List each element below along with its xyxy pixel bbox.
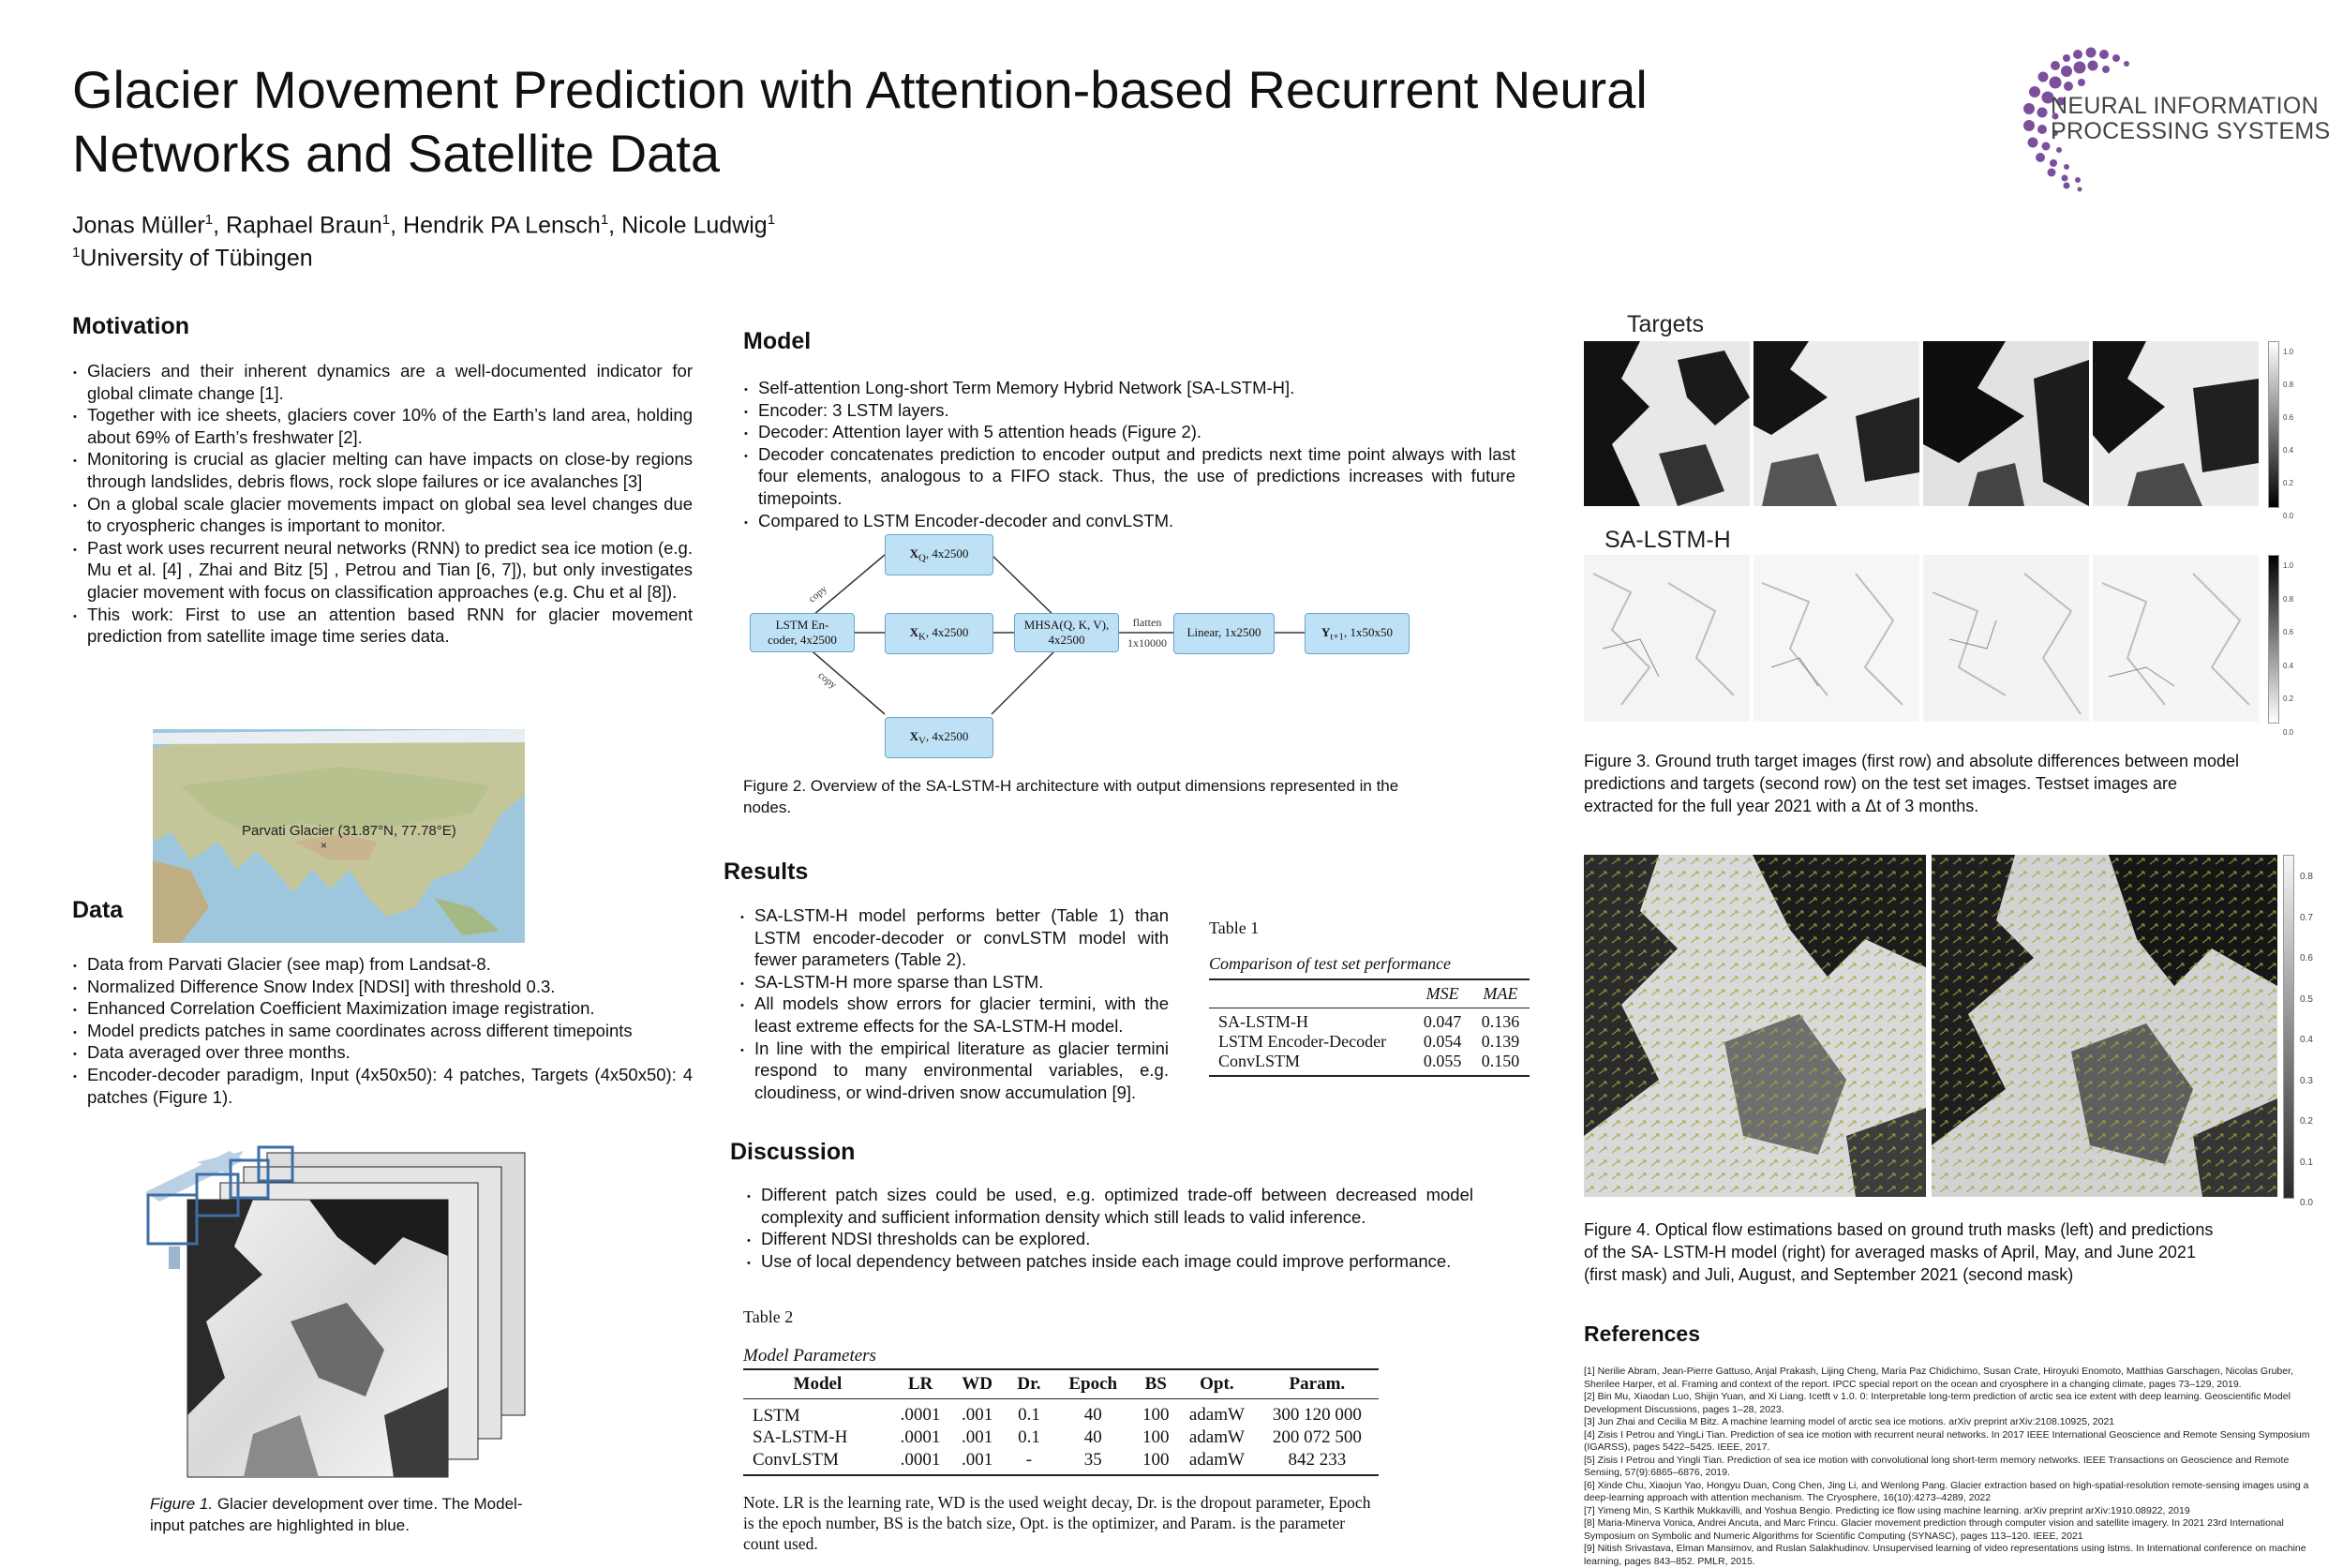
reference-item: [3] Jun Zhai and Cecilia M Bitz. A machine learning model of arctic sea ice motions. arXiv preprint arXiv:2108.10925, 2021: [1584, 1416, 2115, 1427]
table-cell: 100: [1142, 1405, 1170, 1425]
table-cell: -: [1025, 1450, 1033, 1470]
affiliation-mark: 1: [72, 245, 81, 261]
target-images-graphic: [1584, 341, 2277, 506]
table-cell: 0.055: [1423, 1052, 1462, 1070]
table-cell: 0.150: [1481, 1052, 1520, 1070]
edge-label: flatten: [1132, 616, 1162, 629]
figure-2-caption: Figure 2. Overview of the SA-LSTM-H architecture with output dimensions represented in the nodes.: [743, 777, 1399, 816]
table-1-label: Table 1: [1209, 918, 1260, 937]
table-cell: 0.1: [1018, 1427, 1040, 1447]
node-symbol: X: [909, 625, 919, 639]
table-cell: ConvLSTM: [1218, 1052, 1301, 1070]
output-node: [1305, 613, 1410, 654]
table-cell: adamW: [1188, 1450, 1245, 1470]
node-subscript: t+1: [1330, 631, 1344, 643]
figure-label: Figure 1.: [150, 1495, 214, 1513]
list-item: • Use of local dependency between patches inside each image could improve performance.: [761, 1250, 1473, 1273]
colorbar-tick: 0.2: [2300, 1116, 2313, 1127]
table-header: Model: [793, 1374, 843, 1394]
node-label: , 1x50x50: [1343, 625, 1393, 639]
logo-line: NEURAL INFORMATION: [2051, 93, 2319, 119]
author-name: Hendrik PA Lensch: [403, 212, 601, 239]
list-item: • In line with the empirical literature as glacier termini respond to many environmental variables, e.g. cloudiness, or wind-driven snow accumulation [9].: [754, 1038, 1169, 1104]
list-item: • SA-LSTM-H more sparse than LSTM.: [754, 971, 1169, 993]
discussion-list: [746, 1184, 1473, 1272]
table-2: [743, 1368, 1379, 1476]
architecture-diagram: [750, 534, 1415, 764]
table-cell: .001: [961, 1450, 993, 1470]
list-item: • All models show errors for glacier termini, with the least extreme effects for the SA-LSTM-H model.: [754, 993, 1169, 1037]
author-list: Jonas Müller$^1$, Raphael Braun$^1$, Hendrik PA Lensch$^1$, Nicole Ludwig$^1$: [72, 212, 776, 239]
affiliation-mark: 1: [204, 212, 214, 228]
xq-node: [885, 534, 993, 575]
xv-node: [885, 717, 993, 758]
colorbar-tick: 0.0: [2283, 512, 2294, 520]
list-item: • Glaciers and their inherent dynamics are a well-documented indicator for global climate change [1].: [87, 360, 693, 404]
flow-colorbar-ticks: [2300, 857, 2313, 1224]
node-label: , 4x2500: [925, 546, 969, 560]
list-item: • Different NDSI thresholds can be explored.: [761, 1228, 1473, 1250]
table-row: [743, 1449, 1379, 1475]
table-header: WD: [962, 1374, 992, 1394]
model-heading: Model: [743, 328, 812, 354]
affiliation-mark: 1: [600, 212, 609, 228]
table-cell: SA-LSTM-H: [753, 1427, 848, 1447]
references-heading: References: [1584, 1322, 1701, 1346]
xk-node: [885, 613, 993, 654]
table-header: Dr.: [1017, 1374, 1041, 1394]
table-2-title: Model Parameters: [743, 1346, 876, 1366]
table-cell: SA-LSTM-H: [1218, 1012, 1309, 1031]
results-heading: Results: [724, 859, 809, 885]
table-cell: 100: [1142, 1427, 1170, 1447]
author-name: Nicole Ludwig: [621, 212, 768, 239]
colorbar-tick: 0.8: [2300, 872, 2313, 882]
table-cell: .001: [961, 1427, 993, 1447]
error-colorbar: [2268, 555, 2279, 724]
figure-3-caption: Figure 3. Ground truth target images (first row) and absolute differences between model predictions and targets (second row) on the test set images. Testset images are extracted for the full year 2021 with a Δt of 3 months.: [1584, 752, 2240, 815]
error-images-graphic: [1584, 555, 2277, 722]
colorbar-tick: 1.0: [2283, 348, 2294, 356]
motivation-list: [72, 360, 693, 648]
affiliation-mark: 1: [767, 212, 776, 228]
prediction-label: SA-LSTM-H: [1604, 527, 1731, 553]
discussion-heading: Discussion: [730, 1139, 856, 1165]
colorbar-tick: 0.7: [2300, 912, 2313, 923]
figure-1-caption: [150, 1493, 525, 1536]
linear-node: Linear, 1x2500: [1173, 613, 1275, 654]
table-cell: .0001: [900, 1427, 941, 1447]
table-header: [1209, 979, 1413, 1008]
list-item: • Compared to LSTM Encoder-decoder and convLSTM.: [758, 510, 1515, 532]
node-label: MHSA(Q, K, V),: [1023, 618, 1110, 632]
node-subscript: Q: [918, 552, 926, 564]
reference-item: [6] Xinde Chu, Xiaojun Yao, Hongyu Duan, Cong Chen, Jing Li, and Wenlong Pang. Glacier extraction based on high-spatial-resolution remote-sensing images using a deep-learning approach with attention mechanism. The Cryosphere, 16(10):4273–4289, 2022: [1584, 1479, 2309, 1503]
affiliation-name: University of Tübingen: [80, 245, 313, 272]
table-cell: 0.054: [1423, 1032, 1462, 1051]
list-item: • Decoder concatenates prediction to encoder output and predicts next time point always with last four elements, analogous to a FIFO stack. Thus, the use of predictions increases with future timepoints.: [758, 443, 1515, 510]
lstm-encoder-node: [750, 613, 855, 652]
reference-item: [8] Maria-Minerva Vonica, Andrei Ancuta, and Marc Frincu. Glacier movement prediction through computer vision and satellite imagery. In 2021 23rd International Symposium on Symbolic and Numeric Algorithms for Scientific Computing (SYNASC), pages 113–120. IEEE, 2021: [1584, 1517, 2284, 1542]
colorbar-tick: 0.6: [2283, 413, 2294, 422]
colorbar-tick: 0.3: [2300, 1075, 2313, 1086]
list-item: • Data averaged over three months.: [87, 1041, 693, 1064]
colorbar-tick: 1.0: [2283, 561, 2294, 570]
colorbar-tick: 0.6: [2283, 628, 2294, 636]
table-cell: LSTM Encoder-Decoder: [1218, 1032, 1387, 1051]
node-symbol: Y: [1321, 625, 1331, 639]
node-label: , 4x2500: [925, 625, 969, 639]
prediction-error-row: [1584, 555, 2277, 722]
edge-label: 1x10000: [1127, 636, 1167, 650]
table-row: [1209, 1008, 1530, 1033]
list-item: • Different patch sizes could be used, e.g. optimized trade-off between decreased model complexity and sufficient information density which still leads to valid inference.: [761, 1184, 1473, 1228]
table-cell: 40: [1083, 1427, 1102, 1447]
node-symbol: X: [909, 546, 919, 560]
caption-text: Glacier development over time. The Model-input patches are highlighted in blue.: [150, 1495, 523, 1534]
list-item: • Self-attention Long-short Term Memory Hybrid Network [SA-LSTM-H].: [758, 377, 1515, 399]
reference-item: [2] Bin Mu, Xiaodan Luo, Shijin Yuan, and Xi Liang. Icetft v 1.0. 0: Interpretable long-term prediction of arctic sea ice extent with deep learning. Geoscientific Model Development Discussions, pages 1–28, 2023.: [1584, 1391, 2291, 1415]
table-cell: LSTM: [753, 1405, 800, 1426]
mhsa-node: [1014, 613, 1119, 652]
colorbar-tick: 0.5: [2300, 993, 2313, 1005]
flow-colorbar: [2283, 855, 2294, 1199]
list-item: • Normalized Difference Snow Index [NDSI] with threshold 0.3.: [87, 976, 693, 998]
node-subscript: V: [918, 735, 926, 747]
list-item: • Past work uses recurrent neural networks (RNN) to predict sea ice motion (e.g. Mu et al. [4] , Zhai and Bitz [5] , Petrou and Tian [6, 7]), but only investigates glacier movement with focus on classification approaches (e.g. Chu et al [8]).: [87, 537, 693, 604]
list-item: • Monitoring is crucial as glacier melting can have impacts on close-by regions through landslides, debris flows, rock slope failures or ice avalanches [3]: [87, 448, 693, 492]
reference-item: [7] Yimeng Min, S Karthik Mukkavilli, and Yoshua Bengio. Predicting ice flow using machine learning. arXiv preprint arXiv:1910.08922, 2019: [1584, 1504, 2190, 1516]
table-cell: 0.139: [1481, 1032, 1520, 1051]
reference-item: [4] Zisis I Petrou and YingLi Tian. Prediction of sea ice motion with recurrent neural networks. In 2017 IEEE International Geoscience and Remote Sensing Symposium (IGARSS), pages 5422–5425. IEEE, 2017.: [1584, 1428, 2310, 1453]
node-symbol: X: [909, 729, 919, 743]
table-cell: adamW: [1188, 1427, 1245, 1447]
list-item: • Enhanced Correlation Coefficient Maximization image registration.: [87, 997, 693, 1020]
table-cell: 842 233: [1288, 1450, 1347, 1470]
location-map: [153, 729, 525, 943]
table-cell: .001: [961, 1405, 993, 1425]
table-cell: ConvLSTM: [753, 1449, 839, 1470]
list-item: • Together with ice sheets, glaciers cover 10% of the Earth’s land area, holding about 69% of Earth’s freshwater [2].: [87, 404, 693, 448]
table-cell: 100: [1142, 1450, 1170, 1470]
data-heading: Data: [72, 897, 124, 923]
table-header: MAE: [1483, 984, 1518, 1003]
copy-edge-label: copy: [815, 669, 839, 692]
reference-list: [1584, 1366, 2315, 1568]
target-colorbar: [2268, 341, 2279, 508]
reference-item: [9] Nitish Srivastava, Elman Mansimov, and Ruslan Salakhudinov. Unsupervised learning of video representations using lstms. In International conference on machine learning, pages 843–852. PMLR, 2015.: [1584, 1543, 2306, 1567]
table-cell: .0001: [900, 1405, 941, 1425]
colorbar-tick: 0.0: [2283, 727, 2294, 737]
reference-item: [1] Nerilie Abram, Jean-Pierre Gattuso, Anjal Prakash, Lijing Cheng, María Paz Chidichimo, Susan Crate, Hiroyuki Enomoto, Matthias Garschagen, Nicolas Gruber, Sherilee Harper, et al. Framing and context of the report. IPCC special report on the ocean and cryosphere in a changing climate, pages 73–129, 2019.: [1584, 1366, 2293, 1390]
table-cell: 200 072 500: [1272, 1427, 1362, 1447]
node-label: LSTM En-: [775, 618, 829, 632]
colorbar-tick: 0.4: [2283, 661, 2294, 670]
table-row: [743, 1426, 1379, 1449]
colorbar-tick: 0.8: [2283, 594, 2294, 604]
list-item: • On a global scale glacier movements impact on global sea level changes due to cryospheric changes is important to monitor.: [87, 493, 693, 537]
table-header: BS: [1144, 1374, 1167, 1394]
list-item: • Encoder-decoder paradigm, Input (4x50x50): 4 patches, Targets (4x50x50): 4 patches (Figure 1).: [87, 1064, 693, 1108]
optical-flow-figure: [1584, 855, 2277, 1197]
logo-wordmark: [2051, 94, 2331, 144]
list-item: • Encoder: 3 LSTM layers.: [758, 399, 1515, 422]
targets-label: Targets: [1627, 311, 1704, 337]
table-cell: 0.047: [1423, 1012, 1462, 1031]
colorbar-tick: 0.4: [2300, 1035, 2313, 1045]
table-header: Opt.: [1200, 1374, 1234, 1394]
error-colorbar-ticks: [2283, 549, 2293, 749]
map-label: Parvati Glacier (31.87°N, 77.78°E): [242, 823, 456, 839]
flatten-edge-label: [1121, 615, 1173, 650]
colorbar-tick: 0.0: [2300, 1198, 2313, 1208]
optical-flow-graphic: [1584, 855, 2277, 1197]
colorbar-tick: 0.8: [2283, 381, 2294, 389]
colorbar-tick: 0.2: [2283, 694, 2294, 703]
logo-line: PROCESSING SYSTEMS: [2051, 118, 2331, 144]
figure-4-caption: Figure 4. Optical flow estimations based on ground truth masks (left) and predictions of the SA- LSTM-H model (right) for averaged masks of April, May, and June 2021 (first mask) and Juli, August, and September 2021 (second mask): [1584, 1220, 2214, 1284]
map-marker-icon: ×: [321, 839, 328, 852]
table-row: [1209, 1032, 1530, 1052]
colorbar-tick: 0.4: [2283, 446, 2294, 455]
table-1-title: Comparison of test set performance: [1209, 954, 1451, 973]
model-list: [743, 377, 1515, 531]
target-image-row: [1584, 341, 2277, 506]
list-item: • Data from Parvati Glacier (see map) from Landsat-8.: [87, 953, 693, 976]
target-colorbar-ticks: [2283, 336, 2293, 532]
reference-item: [5] Zisis I Petrou and Yingli Tian. Prediction of sea ice motion with convolutional long short-term memory networks. IEEE Transactions on Geoscience and Remote Sensing, 57(9):6865–6876, 2019.: [1584, 1454, 2290, 1478]
motivation-heading: Motivation: [72, 313, 189, 339]
table-2-note: Note. LR is the learning rate, WD is the used weight decay, Dr. is the dropout parameter, Epoch is the epoch number, BS is the batch size, Opt. is the optimizer, and Param. is the parameter count used.: [743, 1493, 1371, 1553]
table-2-label: Table 2: [743, 1307, 794, 1326]
table-cell: 40: [1083, 1405, 1102, 1425]
node-subscript: K: [918, 631, 926, 643]
table-row: [743, 1399, 1379, 1427]
table-cell: 0.1: [1018, 1405, 1040, 1425]
list-item: • This work: First to use an attention based RNN for glacier movement prediction from satellite image time series data.: [87, 604, 693, 648]
author-block: [72, 206, 775, 273]
figure-1: [141, 1134, 534, 1481]
table-cell: .0001: [900, 1450, 941, 1470]
list-item: • Decoder: Attention layer with 5 attention heads (Figure 2).: [758, 421, 1515, 443]
list-item: • Model predicts patches in same coordinates across different timepoints: [87, 1020, 693, 1042]
data-list: [72, 953, 693, 1108]
list-item: • SA-LSTM-H model performs better (Table 1) than LSTM encoder-decoder or convLSTM model with fewer parameters (Table 2).: [754, 904, 1169, 971]
poster-title: Glacier Movement Prediction with Attention-based Recurrent Neural Networks and Satellite Data: [72, 60, 1648, 183]
table-cell: 0.136: [1481, 1012, 1520, 1031]
author-name: Raphael Braun: [225, 212, 382, 239]
affiliation: [72, 239, 775, 272]
affiliation-mark: 1: [381, 212, 391, 228]
colorbar-tick: 0.1: [2300, 1157, 2313, 1168]
table-row: [1209, 1052, 1530, 1076]
table-cell: 300 120 000: [1272, 1405, 1362, 1425]
table-1: [1209, 978, 1530, 1077]
node-label: , 4x2500: [925, 729, 969, 743]
glacier-stack-graphic: [141, 1134, 534, 1481]
table-cell: 35: [1083, 1450, 1102, 1470]
table-cell: adamW: [1188, 1405, 1245, 1425]
copy-edge-label: copy: [806, 583, 829, 605]
table-header: MSE: [1425, 984, 1459, 1003]
table-header: Epoch: [1068, 1374, 1118, 1394]
colorbar-tick: 0.6: [2300, 953, 2313, 963]
node-label: 4x2500: [1048, 633, 1085, 647]
table-header: LR: [907, 1374, 933, 1394]
node-label: coder, 4x2500: [768, 633, 837, 647]
table-header: Param.: [1289, 1374, 1346, 1394]
colorbar-tick: 0.2: [2283, 479, 2294, 487]
author-name: Jonas Müller: [72, 212, 205, 239]
results-list: [739, 904, 1169, 1103]
